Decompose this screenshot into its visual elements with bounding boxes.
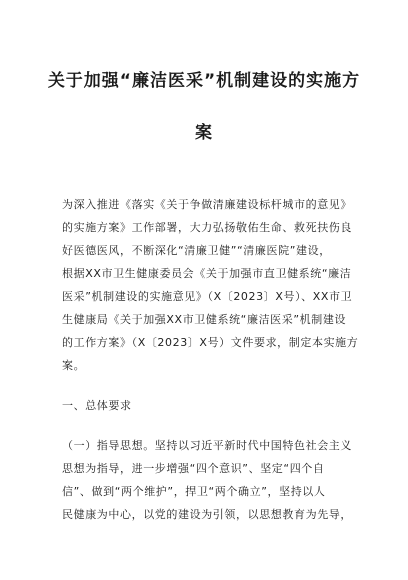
document-title-line2: 案: [195, 123, 213, 143]
subsection-line: （一）指导思想。坚持以习近平新时代中国特色社会主义: [62, 439, 352, 452]
section-heading: 一、总体要求: [62, 399, 132, 412]
intro-line: 的实施方案》工作部署，大力弘扬敬佑生命、救死扶伤良: [62, 221, 352, 234]
intro-line: 根据XX市卫生健康委员会《关于加强市直卫健系统“廉洁: [62, 267, 352, 280]
intro-line: 医采”机制建设的实施意见》（X〔2023〕X号）、XX市卫: [62, 290, 353, 303]
intro-line: 生健康局《关于加强XX市卫健系统“廉洁医采”机制建设: [62, 313, 347, 326]
subsection-line: 思想为指导，进一步增强“四个意识”、坚定“四个自: [62, 462, 325, 475]
subsection-line: 民健康为中心，以党的建设为引领，以思想教育为先导，: [62, 508, 352, 521]
intro-line: 的工作方案》（X〔2023〕X号）文件要求，制定本实施方: [62, 336, 359, 349]
intro-line: 好医德医风，不断深化“清廉卫健”“清廉医院”建设，: [62, 244, 331, 257]
document-title-line1: 关于加强“廉洁医采”机制建设的实施方: [47, 71, 361, 91]
intro-line: 为深入推进《落实《关于争做清廉建设标杆城市的意见》: [62, 198, 352, 211]
intro-line: 案。: [62, 359, 86, 372]
subsection-line: 信”、做到“两个维护”，捍卫“两个确立”，坚持以人: [62, 485, 326, 498]
